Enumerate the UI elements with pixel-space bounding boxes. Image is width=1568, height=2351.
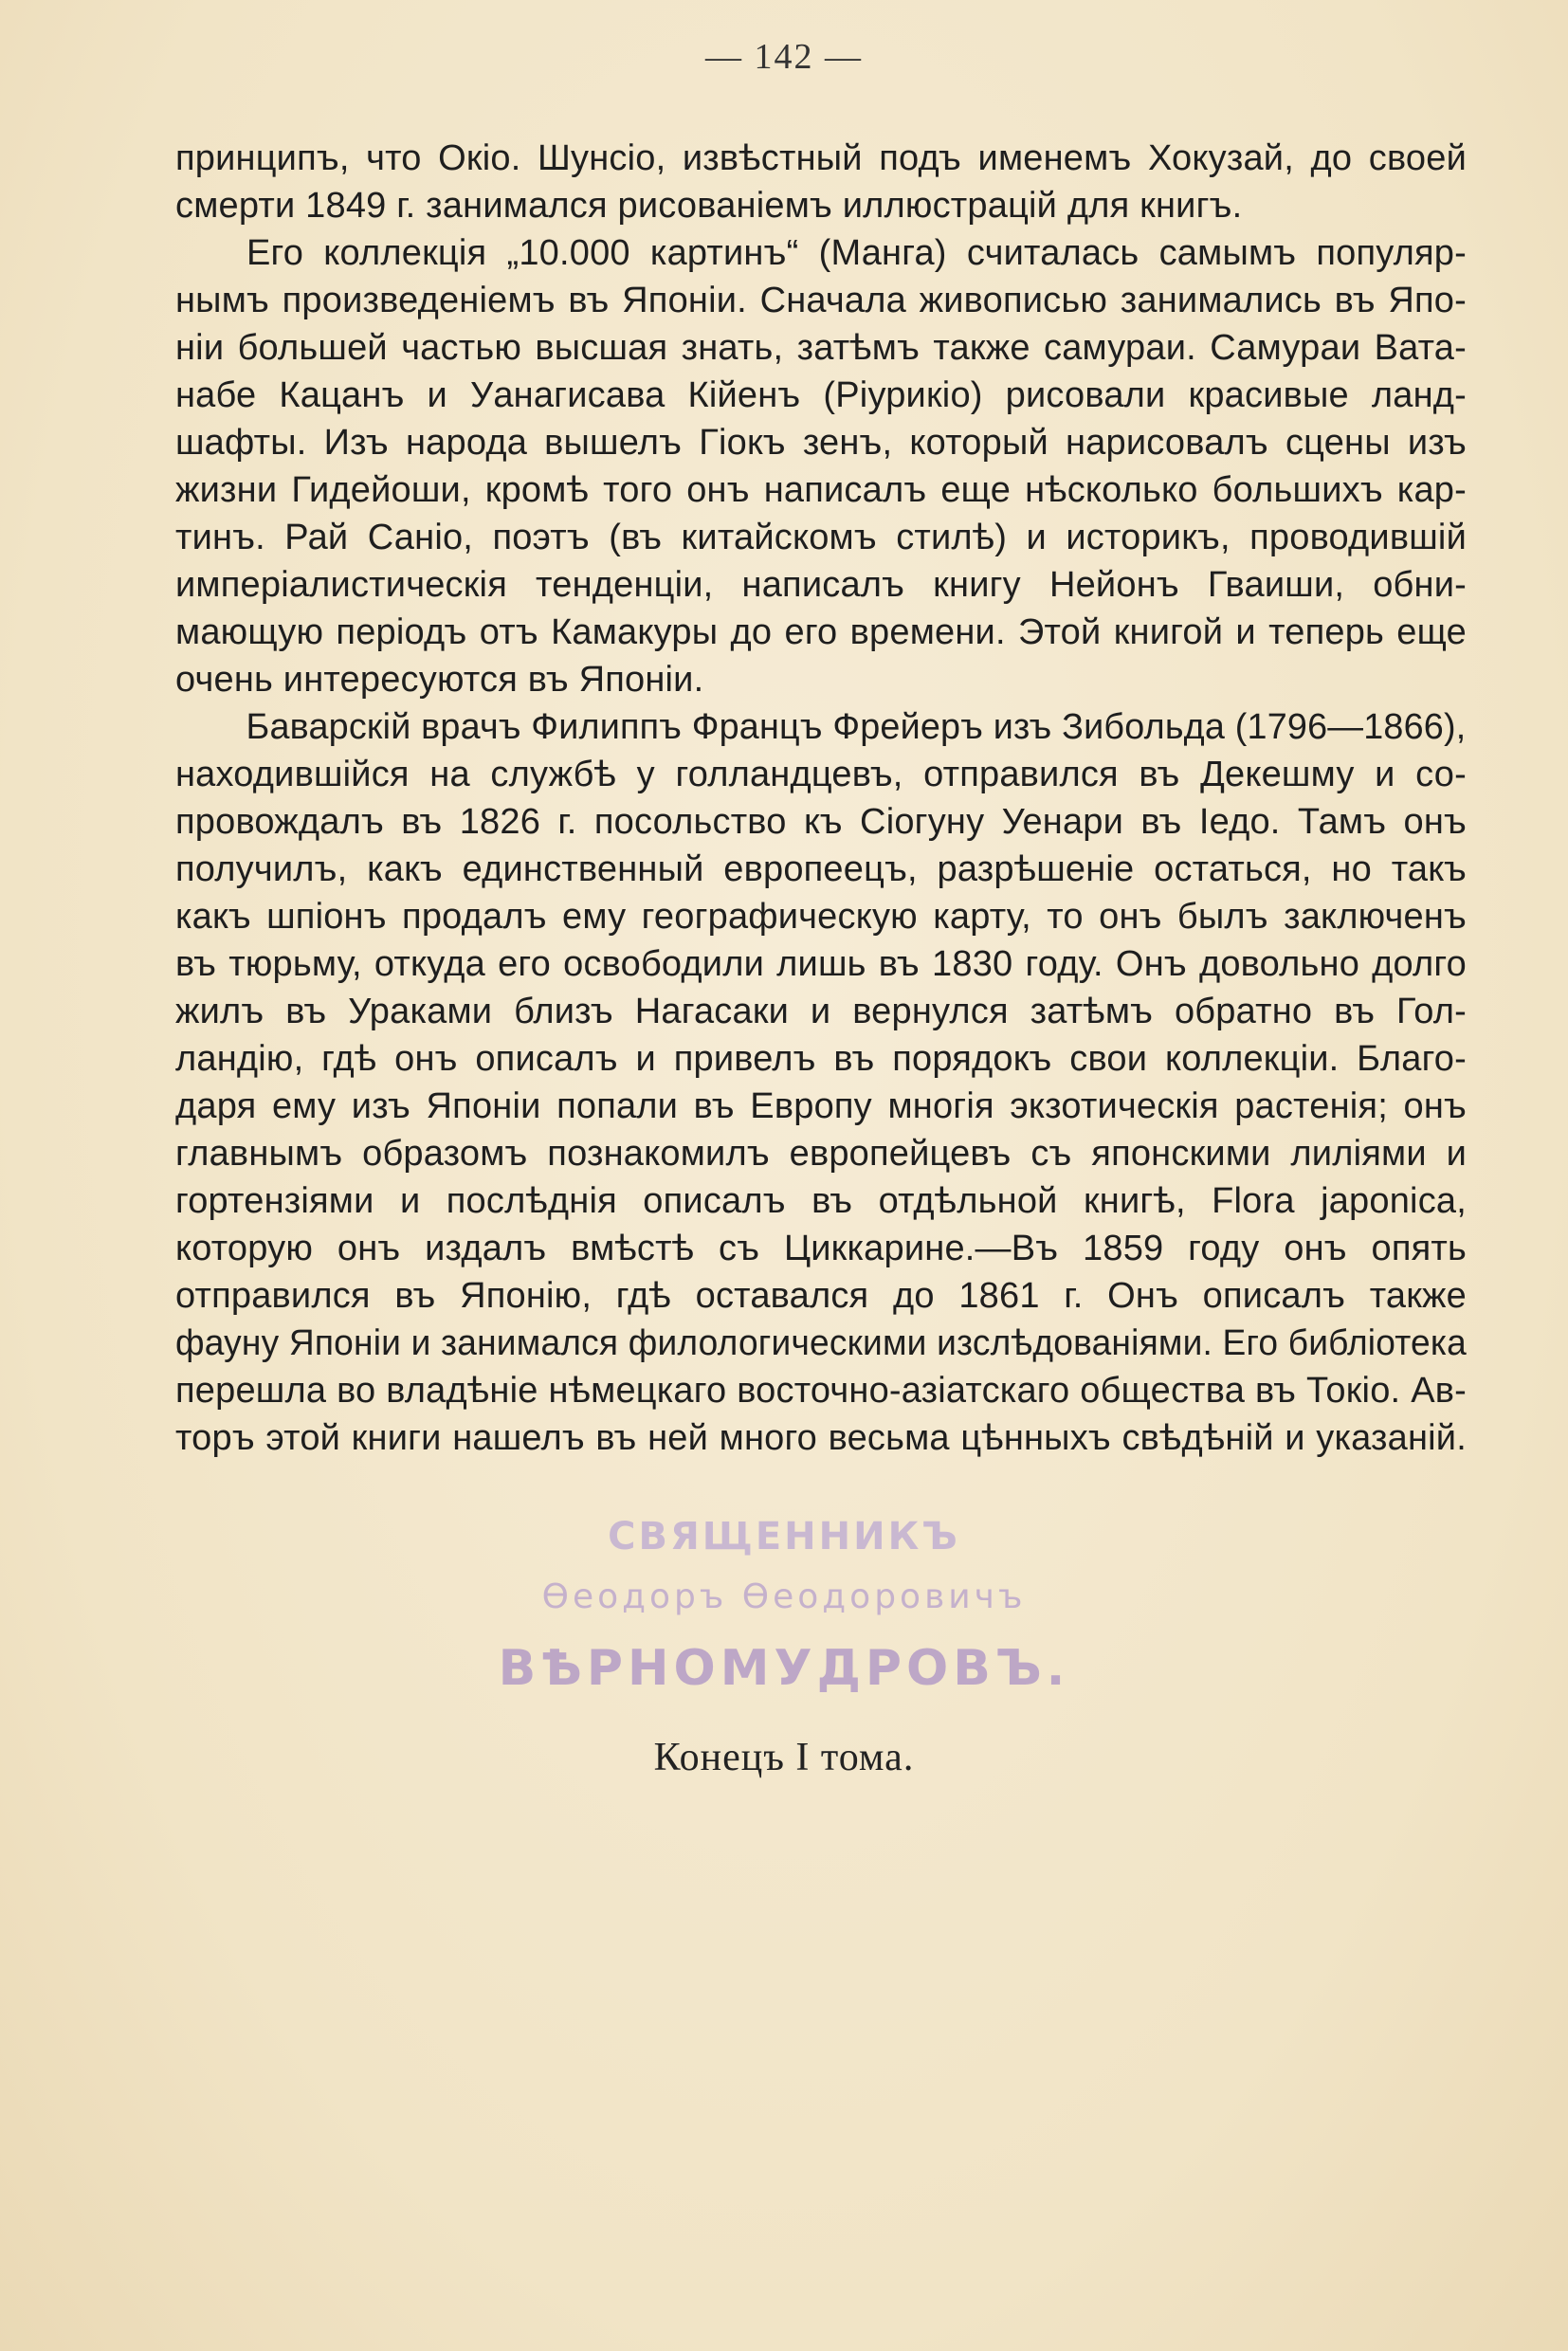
text-line: въ тюрьму, откуда его освободили лишь въ 1830 году. Онъ довольно долго xyxy=(175,944,1467,984)
text-line: жилъ въ Ураками близъ Нагасаки и вернулся затѣмъ обратно въ Гол- xyxy=(175,992,1467,1031)
body-text xyxy=(175,135,1467,1462)
text-line: ніи большей частью высшая знать, затѣмъ также самураи. Самураи Вата- xyxy=(175,328,1467,368)
text-line: ландію, гдѣ онъ описалъ и привелъ въ порядокъ свои коллекціи. Благо- xyxy=(175,1039,1467,1079)
text-line: какъ шпіонъ продалъ ему географическую карту, то онъ былъ заключенъ xyxy=(175,897,1467,937)
owner-stamp-name: Ѳеодоръ Ѳеодоровичъ xyxy=(541,1577,1027,1616)
text-line: которую онъ издалъ вмѣстѣ съ Циккарине.—Въ 1859 году онъ опять xyxy=(175,1229,1467,1268)
text-line: гортензіями и послѣднія описалъ въ отдѣльной книгѣ, Flora japonica, xyxy=(175,1181,1467,1221)
text-line: принципъ, что Окіо. Шунсіо, извѣстный подъ именемъ Хокузай, до своей xyxy=(175,138,1467,178)
text-line: фауну Японіи и занимался филологическими изслѣдованіями. Его библіотека xyxy=(175,1323,1467,1363)
text-line: имперіалистическія тенденціи, написалъ книгу Нейонъ Гваиши, обни- xyxy=(175,565,1467,605)
text-line: набе Кацанъ и Уанагисава Кійенъ (Ріурикіо) рисовали красивые ланд- xyxy=(175,375,1467,415)
text-line: нымъ произведеніемъ въ Японіи. Сначала живописью занимались въ Япо- xyxy=(175,281,1467,320)
text-line: торъ этой книги нашелъ въ ней много весьма цѣнныхъ свѣдѣній и указаній. xyxy=(175,1418,1467,1458)
owner-stamp-surname: ВѢРНОМУДРОВЪ. xyxy=(498,1640,1070,1697)
text-line: жизни Гидейоши, кромѣ того онъ написалъ еще нѣсколько большихъ кар- xyxy=(175,470,1467,510)
text-line: Баварскій врачъ Филиппъ Францъ Фрейеръ изъ Зибольда (1796—1866), xyxy=(246,707,1467,747)
volume-end-text: Конецъ I тома. xyxy=(653,1736,915,1779)
owner-stamp-title: СВЯЩЕННИКЪ xyxy=(608,1515,960,1558)
text-line: Его коллекція „10.000 картинъ“ (Манга) считалась самымъ популяр- xyxy=(246,233,1467,273)
text-line: перешла во владѣніе нѣмецкаго восточно-азіатскаго общества въ Токіо. Ав- xyxy=(175,1371,1467,1411)
page-number: — 142 — xyxy=(705,37,863,77)
text-line: находившійся на службѣ у голландцевъ, отправился въ Декешму и со- xyxy=(175,755,1467,794)
text-line: получилъ, какъ единственный европеецъ, разрѣшеніе остаться, но такъ xyxy=(175,849,1467,889)
text-line: мающую періодъ отъ Камакуры до его времени. Этой книгой и теперь еще xyxy=(175,612,1467,652)
text-line: даря ему изъ Японіи попали въ Европу многія экзотическія растенія; онъ xyxy=(175,1086,1467,1126)
text-line: очень интересуются въ Японіи. xyxy=(175,660,704,700)
text-line: провождалъ въ 1826 г. посольство къ Сіогуну Уенари въ Іедо. Тамъ онъ xyxy=(175,802,1467,842)
text-line: тинъ. Рай Саніо, поэтъ (въ китайскомъ стилѣ) и историкъ, проводившій xyxy=(175,518,1467,557)
text-line: отправился въ Японію, гдѣ оставался до 1861 г. Онъ описалъ также xyxy=(175,1276,1467,1316)
text-line: главнымъ образомъ познакомилъ европейцевъ съ японскими лиліями и xyxy=(175,1134,1467,1174)
text-line: смерти 1849 г. занимался рисованіемъ иллюстрацій для книгъ. xyxy=(175,186,1243,226)
text-line: шафты. Изъ народа вышелъ Гіокъ зенъ, который нарисовалъ сцены изъ xyxy=(175,423,1467,463)
